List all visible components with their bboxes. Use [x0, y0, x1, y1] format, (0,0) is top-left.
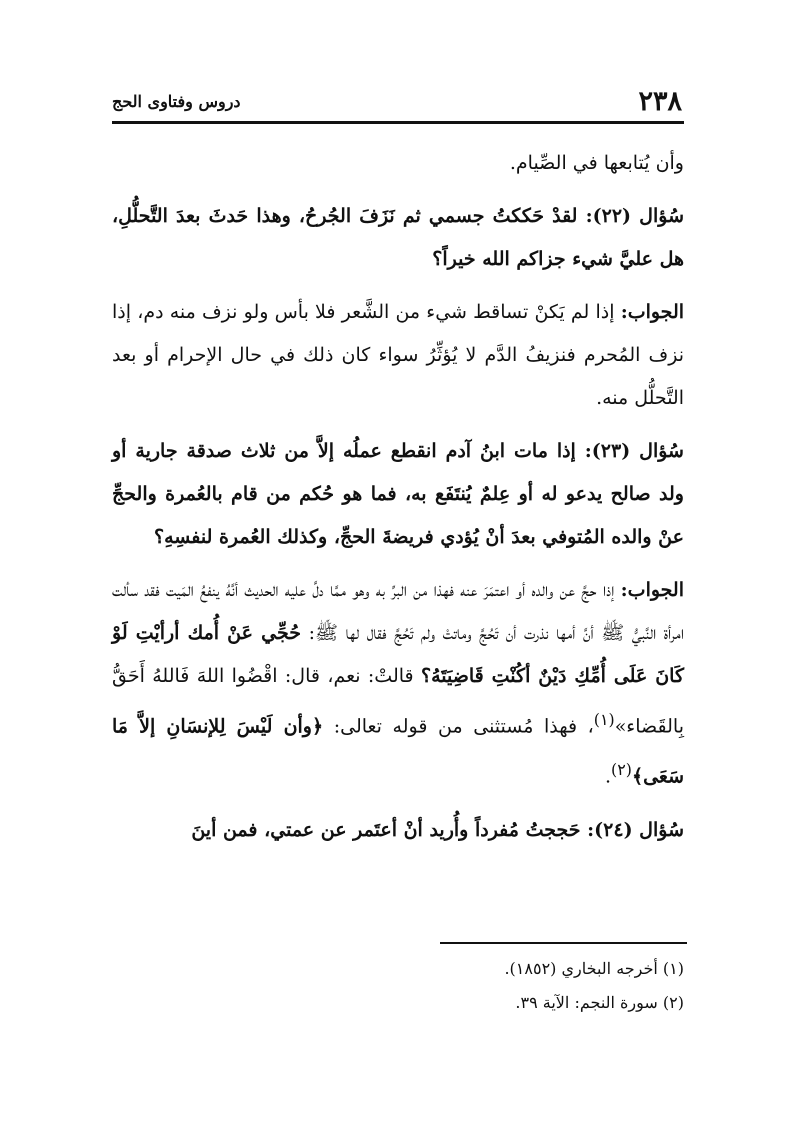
footnote-ref-2: (٢): [611, 760, 632, 780]
answer-23: [112, 569, 684, 799]
sentence-end: .: [605, 765, 612, 788]
quran-verse: ﴿وأن لَيْسَ لِلإنسَانِ إلاَّ مَا سَعَى﴾: [112, 715, 684, 788]
page-number: ٢٣٨: [638, 86, 682, 117]
footnote-rule: [440, 942, 687, 944]
footnote-ref-1: (١): [593, 710, 615, 729]
running-title: دروس وفتاوى الحج: [112, 92, 241, 111]
footnote-1: (١) أخرجه البخاري (١٨٥٢).: [504, 959, 684, 978]
page-body: [112, 142, 684, 862]
question-23: [112, 430, 684, 559]
footnote-2: (٢) سورة النجم: الآية ٣٩.: [515, 993, 684, 1012]
footnotes: [112, 952, 684, 1020]
paragraph-continuation: [112, 142, 684, 185]
question-text: سُؤال (٢٢): لقدْ حَككتُ جسمي ثم نَزَفَ الجُرحُ، وهذا حَدثَ بعدَ التَّحلُّلِ، هل عليَّ شيء جزاكم الله خيراً؟: [112, 205, 684, 270]
answer-text: إذا لم يَكنْ تساقط شيء من الشَّعر فلا بأس ولو نزف منه دم، إذا نزف المُحرم فنزيفُ الدَّم لا يُؤثِّرُ سواء كان ذلك في حال الإحرام أو بعد التَّحلُّل منه.: [112, 301, 684, 409]
page-header: [112, 86, 682, 118]
paragraph-text: وأن يُتابعها في الصِّيام.: [509, 152, 684, 174]
answer-label: الجواب:: [620, 301, 685, 323]
hadith-quote: حُجِّي عَنْ أُمك أرأيْتِ لَوْ كَانَ عَلَى أُمِّكِ دَيْنٌ أكُنْتِ قَاضِيَتَهُ؟: [112, 622, 685, 687]
question-text: سُؤال (٢٣): إذا مات ابنُ آدم انقطع عملُه إلاَّ من ثلاث صدقة جارية أو ولد صالح يدعو له أو عِلمٌ يُنتَفَع به، فما هو حُكم من قام بالعُمرة والحجِّ عنْ والده المُتوفي بعدَ أنْ يُؤدي فريضةَ الحجِّ، وكذلك العُمرة لنفسِهِ؟: [112, 440, 684, 548]
answer-text-continued: قالتْ: نعم، قال: اقْضُوا اللهَ فَاللهُ أَحَقُّ بِالقَضاء»: [112, 665, 684, 738]
question-text: سُؤال (٢٤): حَججتُ مُفرداً وأُريد أنْ أعتَمر عن عمتي، فمن أينَ: [191, 818, 684, 841]
question-22: [112, 195, 684, 281]
answer-label: الجواب:: [620, 579, 684, 601]
header-rule: [112, 121, 684, 124]
answer-text: إذا حجَّ عن والده أو اعتمَرَ عنه فهذا من البرِّ به وهو ممَّا دلَّ عليه الحديث أنَّهُ ينفعُ المَيت فقد سألت امرأة النَّبيُّ ﷺ أنَّ أمها نذرت أن تَحُجَّ وماتتْ ولم تَحُجَّ فقال لها ﷺ:: [112, 579, 684, 644]
answer-text-continued-2: ، فهذا مُستثنى من قوله تعالى:: [333, 715, 594, 738]
question-24: [112, 809, 684, 852]
answer-22: [112, 291, 684, 420]
